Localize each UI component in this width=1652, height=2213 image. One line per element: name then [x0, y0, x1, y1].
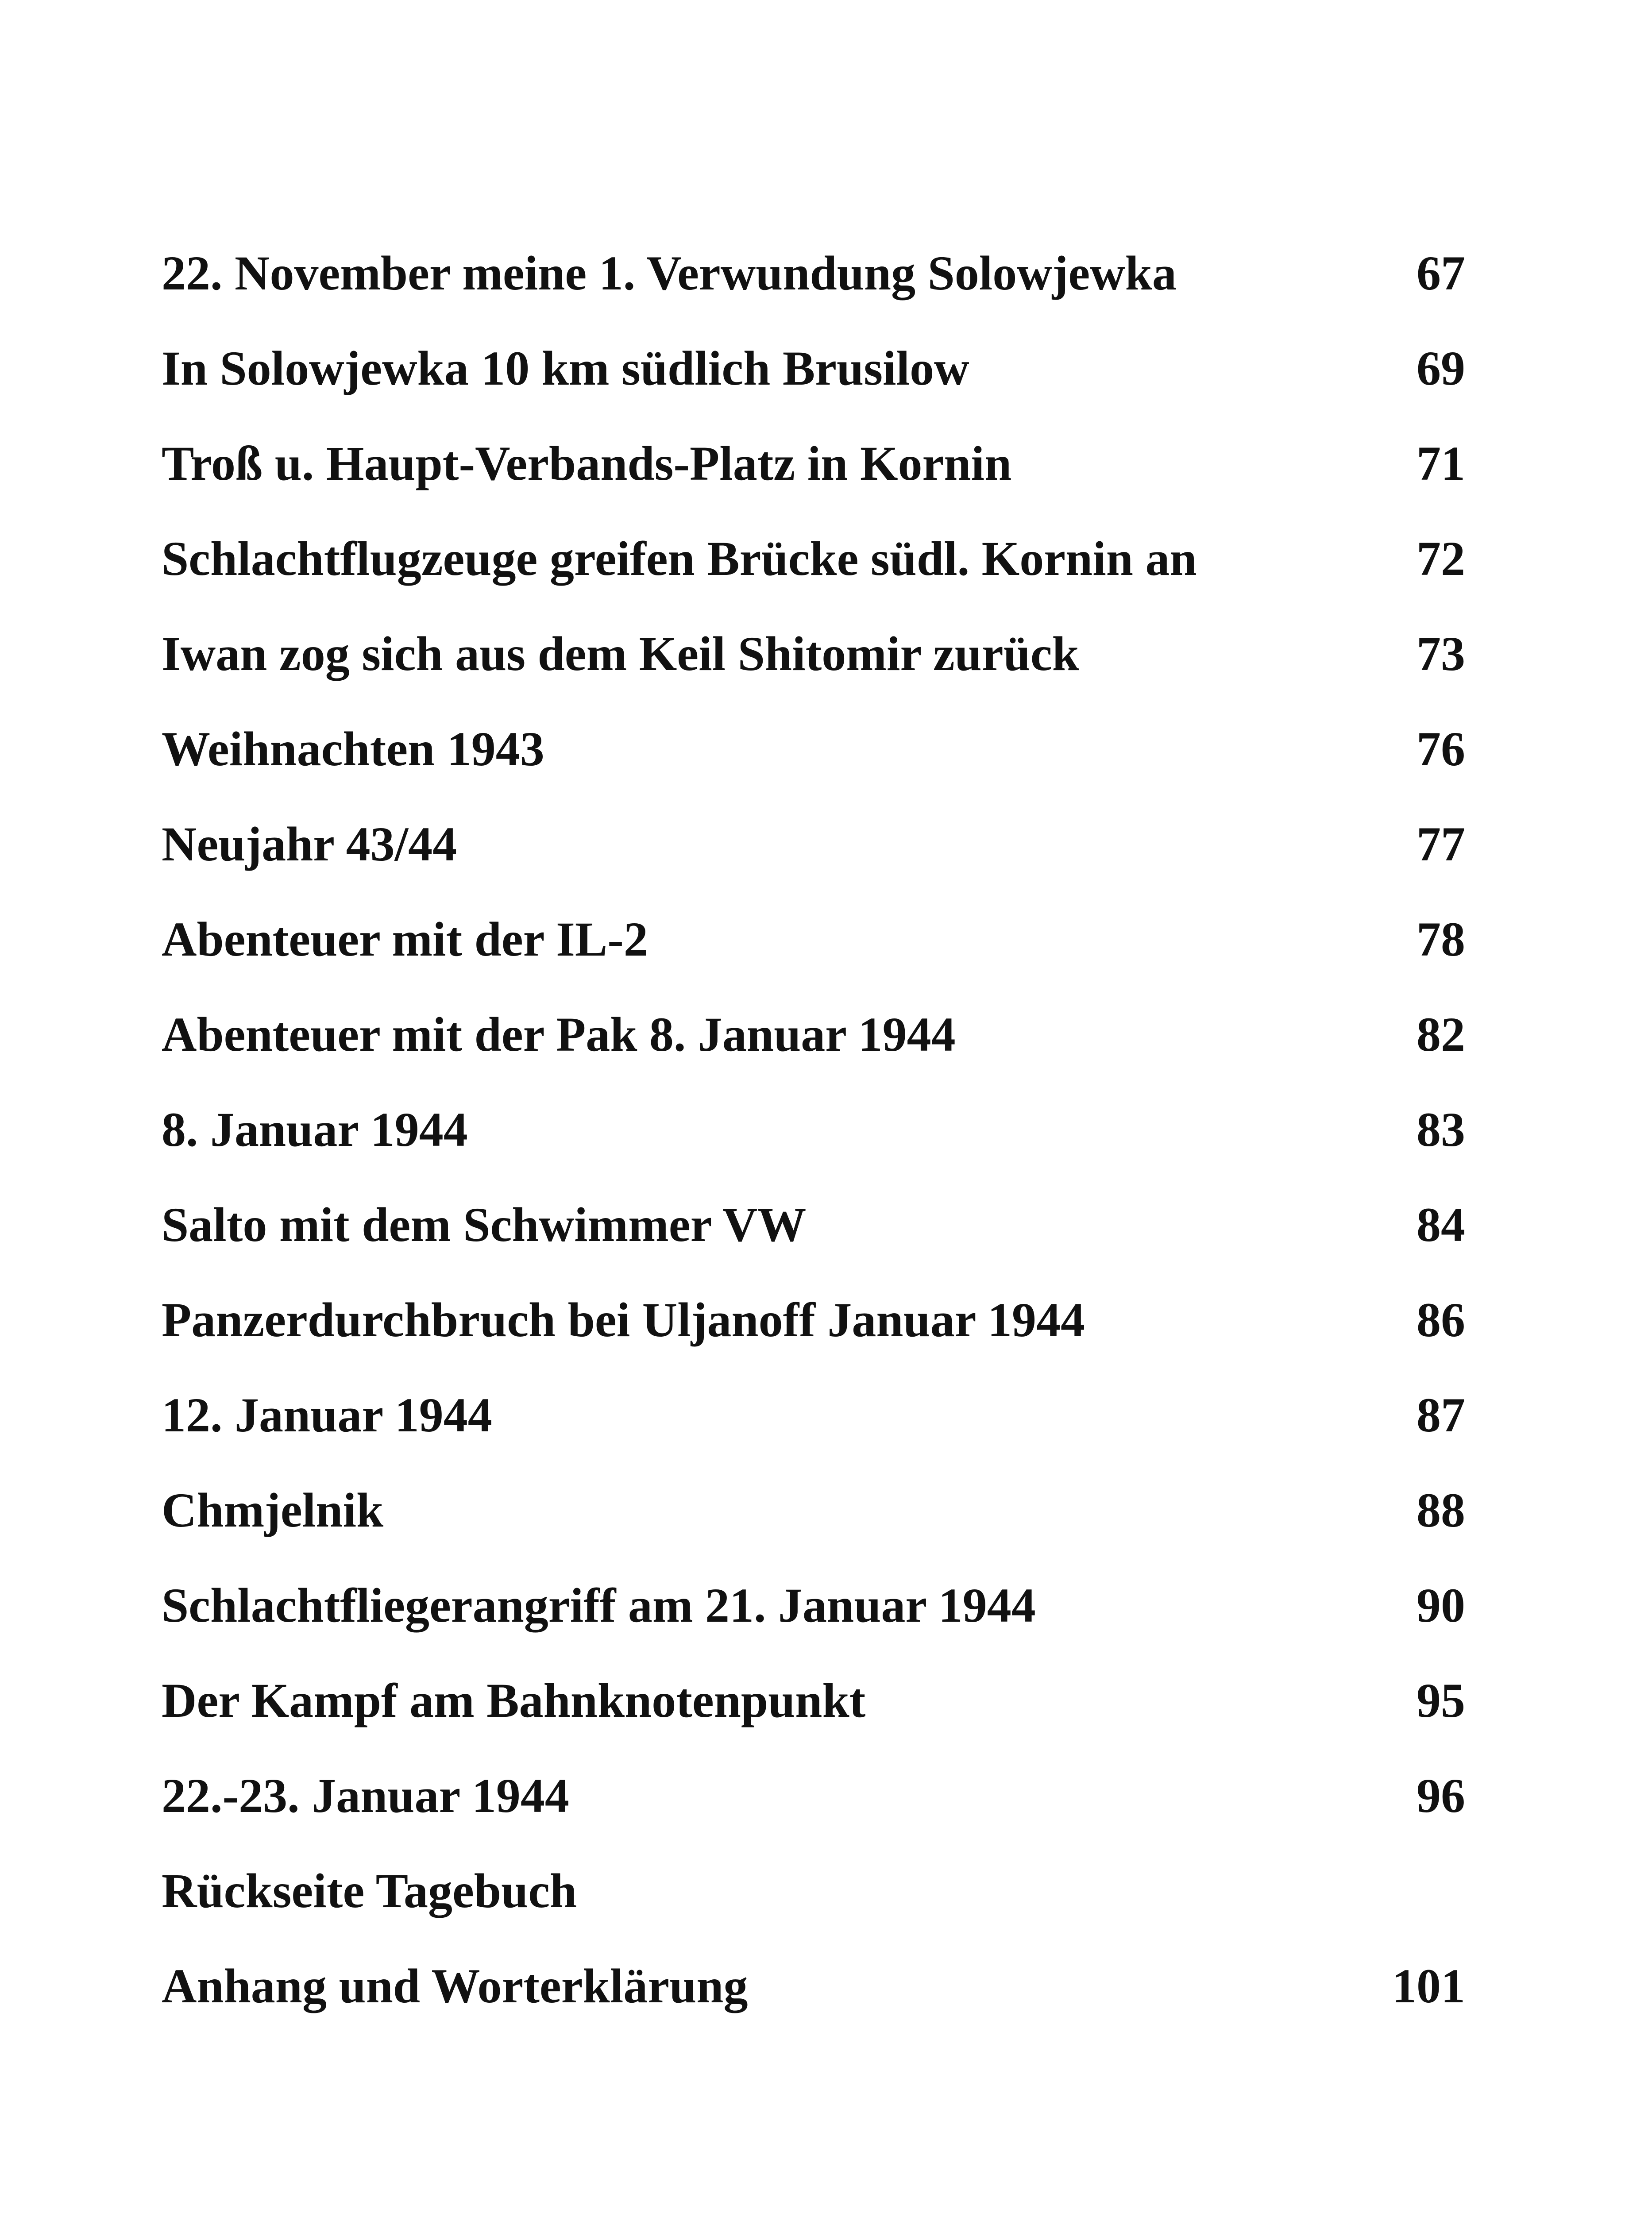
toc-entry-page-number: 73	[1417, 627, 1465, 681]
toc-entry-title: 8. Januar 1944	[162, 1103, 468, 1157]
toc-entry	[162, 1947, 1465, 2043]
toc-entry	[162, 1852, 1465, 1947]
toc-entry	[162, 520, 1465, 615]
toc-entry-page-number: 101	[1392, 1959, 1465, 2013]
toc-entry	[162, 806, 1465, 901]
toc-entry-page-number: 86	[1417, 1293, 1465, 1347]
toc-entry-title: Schlachtflugzeuge greifen Brücke südl. Kornin an	[162, 532, 1197, 586]
toc-entry-title: Troß u. Haupt-Verbands-Platz in Kornin	[162, 436, 1012, 490]
toc-entry-title: Rückseite Tagebuch	[162, 1864, 577, 1918]
toc-entry	[162, 615, 1465, 710]
toc-entry-title: Abenteuer mit der IL-2	[162, 912, 648, 966]
toc-entry-page-number: 78	[1417, 912, 1465, 966]
toc-entry	[162, 1472, 1465, 1567]
toc-entry-page-number: 72	[1417, 532, 1465, 586]
toc-entry-page-number: 87	[1417, 1388, 1465, 1442]
toc-entry	[162, 1567, 1465, 1662]
toc-entry	[162, 901, 1465, 996]
toc-entry-title: 12. Januar 1944	[162, 1388, 492, 1442]
toc-entry	[162, 1091, 1465, 1186]
toc-entry-page-number: 82	[1417, 1007, 1465, 1061]
toc-entry-page-number: 77	[1417, 817, 1465, 871]
toc-entry-title: Der Kampf am Bahnknotenpunkt	[162, 1673, 866, 1727]
toc-entry	[162, 710, 1465, 806]
toc-entry	[162, 1376, 1465, 1472]
toc-entry-title: In Solowjewka 10 km südlich Brusilow	[162, 341, 969, 395]
toc-entry	[162, 996, 1465, 1091]
toc-entry-page-number: 76	[1417, 722, 1465, 776]
toc-entry-title: Chmjelnik	[162, 1483, 384, 1537]
toc-entry	[162, 1757, 1465, 1852]
toc-entry-page-number: 90	[1417, 1578, 1465, 1632]
toc-entry-title: Neujahr 43/44	[162, 817, 457, 871]
table-of-contents	[162, 235, 1465, 2043]
toc-entry-page-number: 96	[1417, 1769, 1465, 1823]
toc-entry-page-number: 67	[1417, 246, 1465, 300]
toc-entry-page-number: 83	[1417, 1103, 1465, 1157]
toc-entry	[162, 330, 1465, 425]
toc-entry-title: Schlachtfliegerangriff am 21. Januar 1944	[162, 1578, 1036, 1632]
toc-entry-page-number: 84	[1417, 1198, 1465, 1252]
toc-entry-title: 22.-23. Januar 1944	[162, 1769, 569, 1823]
toc-entry-page-number: 69	[1417, 341, 1465, 395]
toc-entry-title: Weihnachten 1943	[162, 722, 544, 776]
toc-entry-title: Panzerdurchbruch bei Uljanoff Januar 1944	[162, 1293, 1085, 1347]
toc-entry	[162, 1662, 1465, 1757]
toc-entry-title: 22. November meine 1. Verwundung Solowjewka	[162, 246, 1177, 300]
toc-entry-title: Anhang und Worterklärung	[162, 1959, 748, 2013]
toc-entry-title: Salto mit dem Schwimmer VW	[162, 1198, 807, 1252]
toc-entry-page-number: 88	[1417, 1483, 1465, 1537]
toc-entry-title: Iwan zog sich aus dem Keil Shitomir zurück	[162, 627, 1079, 681]
toc-entry-page-number: 95	[1417, 1673, 1465, 1727]
toc-entry-title: Abenteuer mit der Pak 8. Januar 1944	[162, 1007, 956, 1061]
toc-entry-page-number: 71	[1417, 436, 1465, 490]
toc-entry	[162, 1186, 1465, 1281]
toc-entry	[162, 1281, 1465, 1376]
toc-entry	[162, 235, 1465, 330]
toc-entry	[162, 425, 1465, 520]
